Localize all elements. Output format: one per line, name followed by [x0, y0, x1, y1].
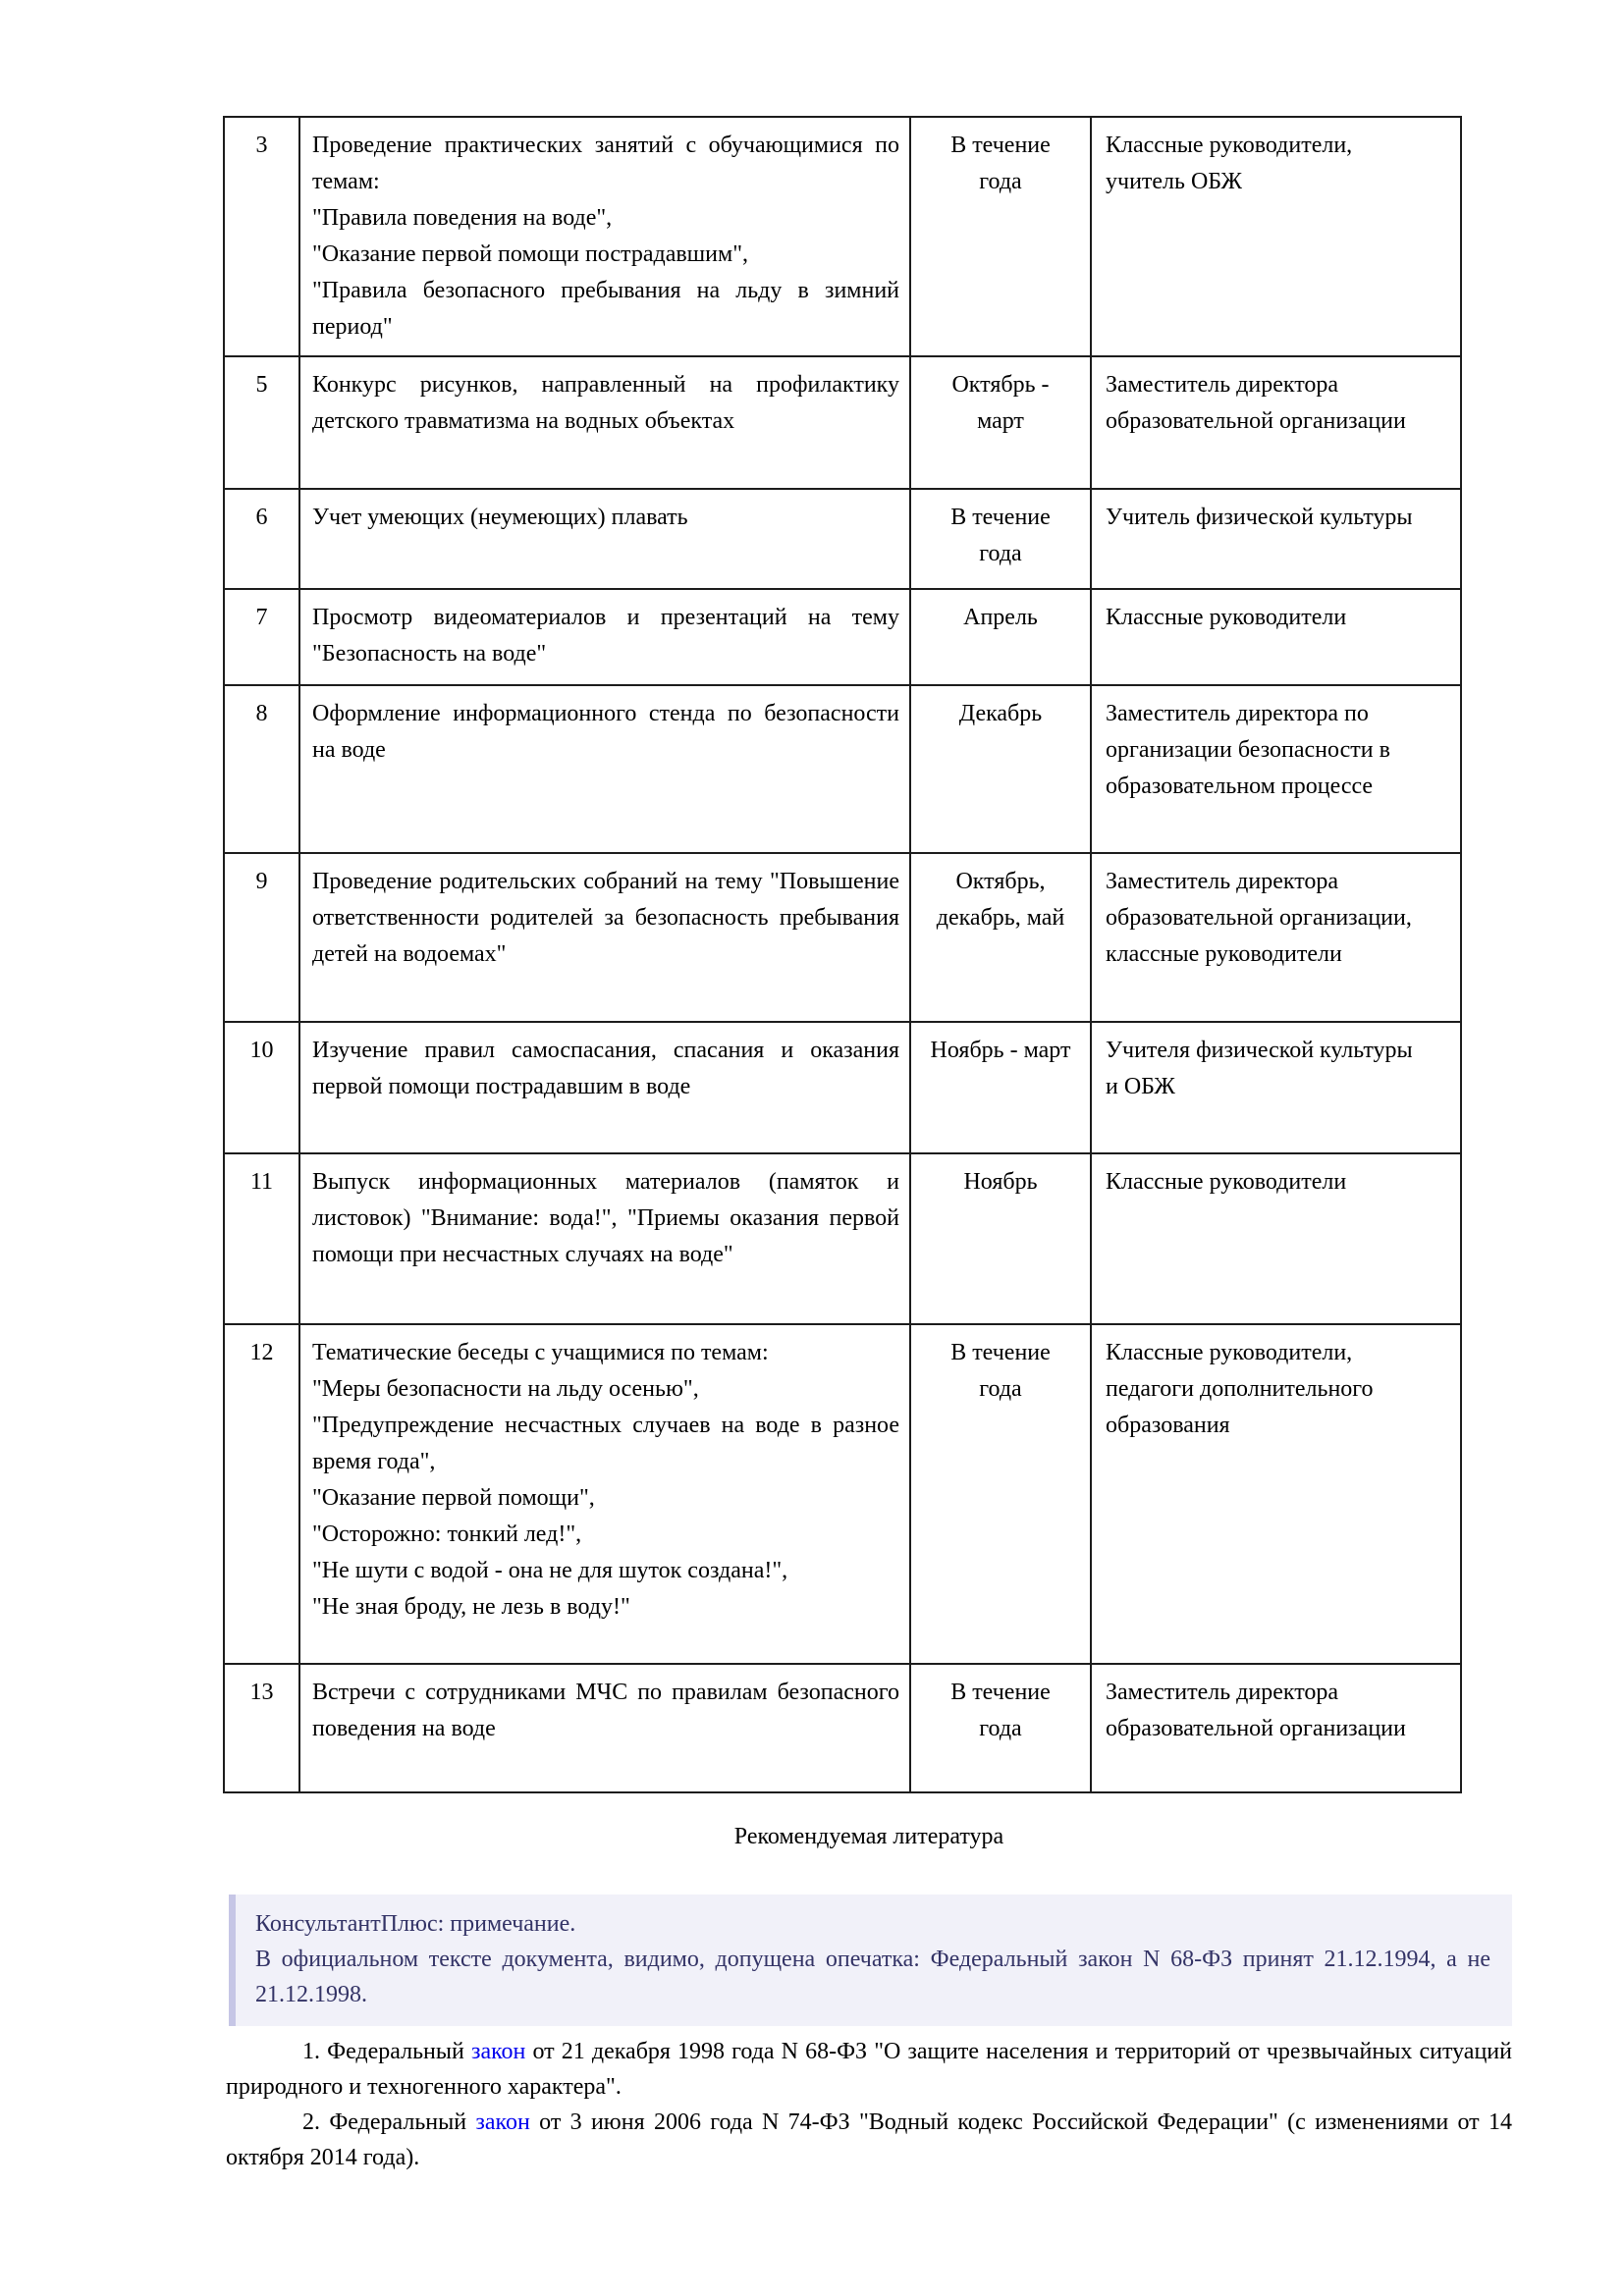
task-line: "Не шути с водой - она не для шуток создана!", [312, 1558, 788, 1583]
literature-item [226, 2105, 1512, 2175]
task-line: "Правила поведения на воде", [312, 205, 613, 231]
task-cell [299, 489, 910, 589]
task-line: Проведение практических занятий с обучающимися по темам: [312, 133, 899, 194]
literature-text: от 21 декабря 1998 года N 68-ФЗ "О защите населения и территорий от чрезвычайных ситуаций природного и техногенного характера". [226, 2039, 1512, 2100]
responsible-cell: Классные руководители [1091, 589, 1461, 685]
row-number-cell: 3 [224, 117, 299, 356]
task-cell [299, 1153, 910, 1324]
task-line: Проведение родительских собраний на тему "Повышение ответственности родителей за безопасность пребывания детей на водоемах" [312, 869, 899, 967]
period-cell: Октябрь - март [910, 356, 1091, 489]
period-cell: В течение года [910, 489, 1091, 589]
table-row [224, 356, 1461, 489]
table-row [224, 489, 1461, 589]
task-line: "Оказание первой помощи", [312, 1485, 595, 1511]
period-cell: Апрель [910, 589, 1091, 685]
row-number-cell: 12 [224, 1324, 299, 1664]
task-line: Тематические беседы с учащимися по темам: [312, 1340, 769, 1365]
literature-text: 2. Федеральный [302, 2109, 476, 2135]
activities-table-body [224, 117, 1461, 1792]
task-line: Оформление информационного стенда по безопасности на воде [312, 701, 899, 763]
task-cell [299, 685, 910, 853]
task-line: "Меры безопасности на льду осенью", [312, 1376, 699, 1402]
row-number-cell: 7 [224, 589, 299, 685]
period-cell: Ноябрь - март [910, 1022, 1091, 1153]
row-number-cell: 13 [224, 1664, 299, 1792]
responsible-cell: Заместитель директора образовательной организации [1091, 356, 1461, 489]
literature-text: 1. Федеральный [302, 2039, 471, 2064]
row-number-cell: 9 [224, 853, 299, 1022]
task-cell [299, 589, 910, 685]
task-line: Изучение правил самоспасания, спасания и оказания первой помощи пострадавшим в воде [312, 1038, 899, 1099]
table-row [224, 1664, 1461, 1792]
section-heading: Рекомендуемая литература [733, 1824, 1004, 1849]
task-line: Выпуск информационных материалов (памяток и листовок) "Внимание: вода!", "Приемы оказания первой помощи при несчастных случаях на воде" [312, 1169, 899, 1267]
row-number-cell: 10 [224, 1022, 299, 1153]
table-row [224, 685, 1461, 853]
activities-table [223, 116, 1462, 1793]
row-number-cell: 5 [224, 356, 299, 489]
table-row [224, 589, 1461, 685]
responsible-cell: Учителя физической культуры и ОБЖ [1091, 1022, 1461, 1153]
responsible-cell: Учитель физической культуры [1091, 489, 1461, 589]
task-line: "Предупреждение несчастных случаев на воде в разное время года", [312, 1413, 899, 1474]
table-row [224, 1324, 1461, 1664]
row-number-cell: 11 [224, 1153, 299, 1324]
task-line: Конкурс рисунков, направленный на профилактику детского травматизма на водных объектах [312, 372, 899, 434]
period-cell: Ноябрь [910, 1153, 1091, 1324]
law-link[interactable]: закон [470, 2039, 526, 2064]
task-cell [299, 1664, 910, 1792]
task-cell [299, 1022, 910, 1153]
task-line: Учет умеющих (неумеющих) плавать [312, 505, 688, 530]
table-row [224, 117, 1461, 356]
row-number-cell: 6 [224, 489, 299, 589]
literature-item [226, 2034, 1512, 2105]
literature-text: от 3 июня 2006 года N 74-ФЗ "Водный кодекс Российской Федерации" (с изменениями от 14 октября 2014 года). [226, 2109, 1512, 2170]
period-cell: В течение года [910, 1324, 1091, 1664]
task-cell [299, 117, 910, 356]
responsible-cell: Заместитель директора по организации безопасности в образовательном процессе [1091, 685, 1461, 853]
responsible-cell: Классные руководители, педагоги дополнительного образования [1091, 1324, 1461, 1664]
responsible-cell: Заместитель директора образовательной организации, классные руководители [1091, 853, 1461, 1022]
task-cell [299, 853, 910, 1022]
period-cell: В течение года [910, 117, 1091, 356]
task-line: Просмотр видеоматериалов и презентаций на тему "Безопасность на воде" [312, 605, 899, 667]
task-line: "Не зная броду, не лезь в воду!" [312, 1594, 630, 1620]
period-cell: В течение года [910, 1664, 1091, 1792]
task-line: "Оказание первой помощи пострадавшим", [312, 241, 748, 267]
task-line: "Осторожно: тонкий лед!", [312, 1522, 582, 1547]
table-row [224, 1022, 1461, 1153]
task-cell [299, 356, 910, 489]
law-link[interactable]: закон [475, 2109, 530, 2135]
responsible-cell: Заместитель директора образовательной организации [1091, 1664, 1461, 1792]
period-cell: Декабрь [910, 685, 1091, 853]
responsible-cell: Классные руководители [1091, 1153, 1461, 1324]
responsible-cell: Классные руководители, учитель ОБЖ [1091, 117, 1461, 356]
period-cell: Октябрь, декабрь, май [910, 853, 1091, 1022]
task-line: "Правила безопасного пребывания на льду в зимний период" [312, 278, 899, 340]
table-row [224, 1153, 1461, 1324]
consultant-note [229, 1895, 1512, 2026]
table-row [224, 853, 1461, 1022]
note-title: КонсультантПлюс: примечание. [255, 1911, 576, 1937]
task-line: Встречи с сотрудниками МЧС по правилам безопасного поведения на воде [312, 1680, 899, 1741]
task-cell [299, 1324, 910, 1664]
note-body: В официальном тексте документа, видимо, допущена опечатка: Федеральный закон N 68-ФЗ принят 21.12.1994, а не 21.12.1998. [255, 1947, 1490, 2007]
row-number-cell: 8 [224, 685, 299, 853]
